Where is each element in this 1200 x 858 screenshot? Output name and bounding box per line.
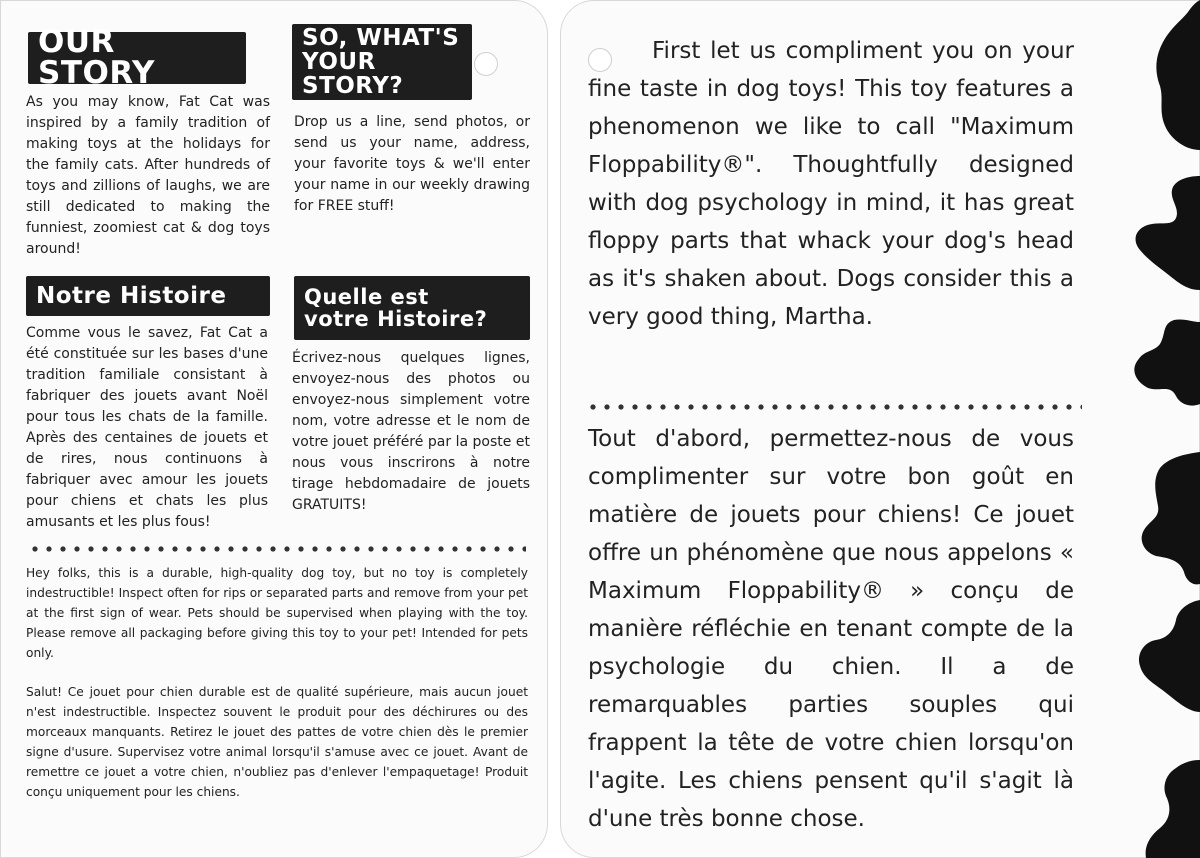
left-card-panel (0, 0, 548, 858)
safety-warning-english: Hey folks, this is a durable, high-quality dog toy, but no toy is completely indestructible! Inspect often for rips or separated parts and remove from your pet at the first sign of wear. Pets should be supervised when playing with the toy. Please remove all packaging before giving this toy to your pet! Intended for pets only. (26, 566, 528, 660)
cow-spot (1136, 176, 1200, 290)
safety-warning-french: Salut! Ce jouet pour chien durable est de qualité supérieure, mais aucun jouet n'est indestructible. Inspectez souvent le produit pour des déchirures ou des morceaux manquants. Retirez le jouet des pattes de votre chien dès le premier signe d'usure. Supervisez votre animal lorsqu'il s'amuse avec ce jouet. Avant de remettre ce jouet a votre chien, n'oubliez pas d'enlever l'empaquetage! Produit conçu uniquement pour les chiens. (26, 685, 528, 799)
notre-histoire-text: Comme vous le savez, Fat Cat a été constituée sur les bases d'une tradition familiale consistant à fabriquer des jouets avant Noël pour tous les chats de la famille. Après des centaines de jouets et de rires, nous continuons à fabriquer avec amour les jouets pour chiens et chats les plus amusants et les plus fous! (26, 325, 268, 530)
cow-spot (1139, 600, 1200, 712)
cow-spot (1134, 319, 1200, 405)
floppability-text-english: First let us compliment you on your fine taste in dog toys! This toy features a phenomenon we like to call "Maximum Floppability®". Thoughtfully designed with dog psychology in mind, it has great floppy parts that whack your dog's head as it's shaken about. Dogs consider this a very good thing, Martha. (588, 38, 1074, 330)
votre-histoire-heading-line1: Quelle est (304, 284, 429, 309)
our-story-text: As you may know, Fat Cat was inspired by a family tradition of making toys at the holidays for the family cats. After hundreds of toys and zillions of laughs, we are still dedicated to making the funniest, zoomiest cat & dog toys around! (26, 94, 270, 257)
notre-histoire-heading: Notre Histoire (26, 276, 270, 316)
votre-histoire-heading-line2: votre Histoire? (304, 307, 488, 331)
our-story-heading: OUR STORY (28, 32, 246, 84)
votre-histoire-text: Écrivez-nous quelques lignes, envoyez-nous des photos ou envoyez-nous simplement votre nom, votre adresse et le nom de votre jouet préféré par la poste et nous vous inscrirons à notre tirage hebdomadaire de jouets GRATUITS! (292, 350, 530, 513)
whats-your-story-heading-line1: SO, WHAT'S (302, 24, 460, 51)
cow-spot (1146, 760, 1200, 858)
whats-your-story-heading-line2: YOUR STORY? (302, 48, 404, 100)
dotted-divider (586, 404, 1082, 410)
cow-spot (1156, 0, 1200, 150)
whats-your-story-heading (292, 24, 472, 100)
cow-spot (1142, 452, 1200, 584)
punch-hole (474, 52, 498, 76)
cow-spot-pattern (1100, 0, 1200, 858)
right-card-panel (560, 0, 1200, 858)
whats-your-story-text: Drop us a line, send photos, or send us your name, address, your favorite toys & we'll enter your name in our weekly drawing for FREE stuff! (294, 114, 530, 214)
votre-histoire-heading (294, 276, 530, 340)
dotted-divider (28, 546, 526, 552)
floppability-text-french: Tout d'abord, permettez-nous de vous complimenter sur votre bon goût en matière de jouets pour chiens! Ce jouet offre un phénomène que nous appelons « Maximum Floppability® » conçu de manière réfléchie en tenant compte de la psychologie du chien. Il a de remarquables parties souples qui frappent la tête de votre chien lorsqu'on l'agite. Les chiens pensent qu'il s'agit là d'une très bonne chose. (588, 426, 1074, 832)
